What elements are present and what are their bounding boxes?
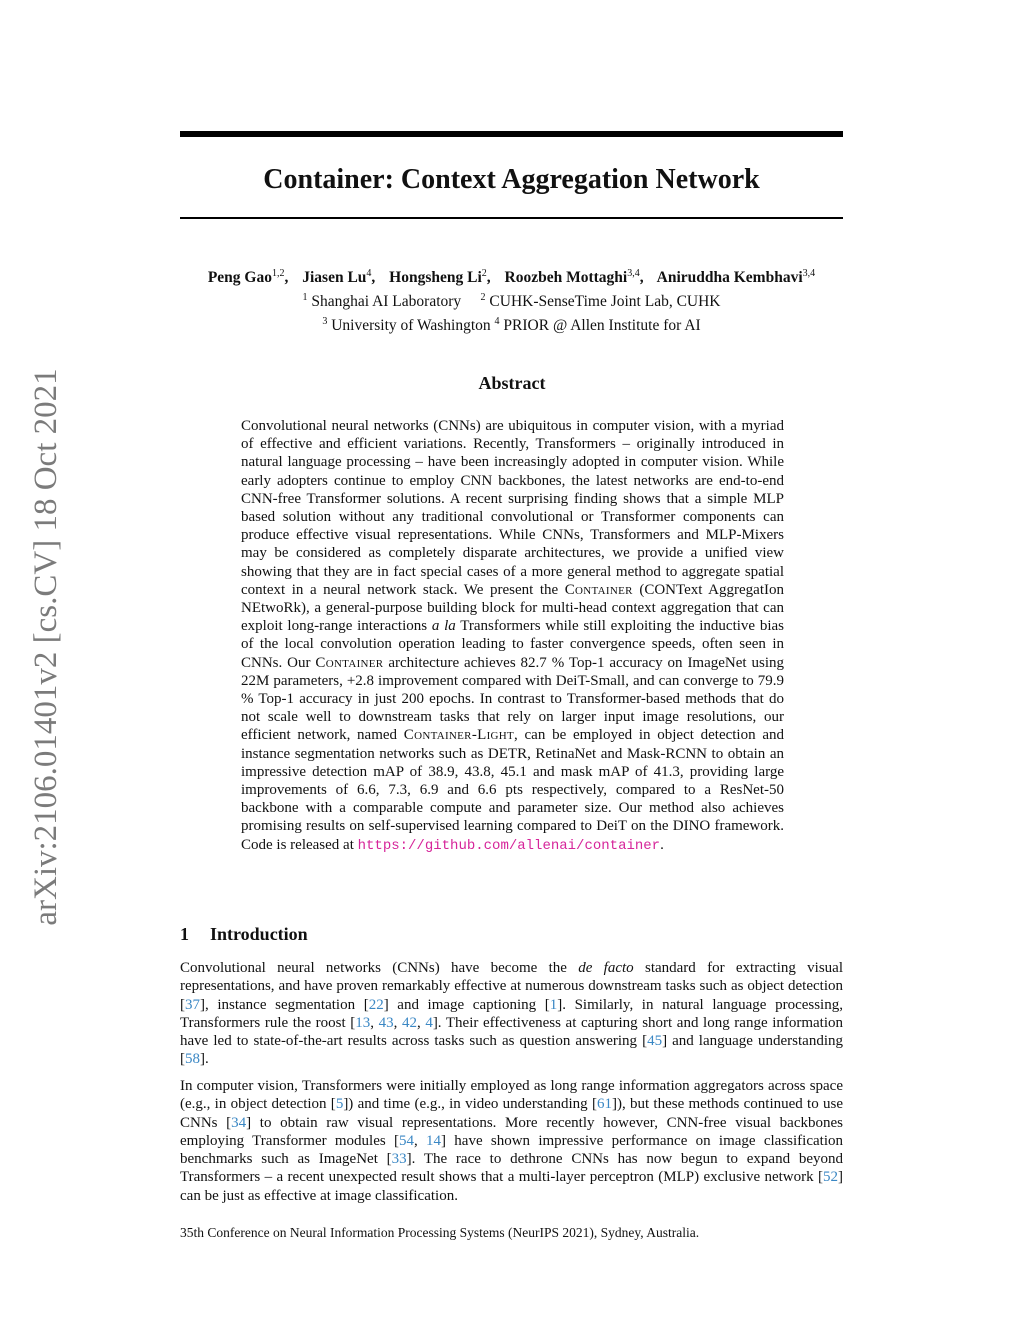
- arxiv-stamp: arXiv:2106.01401v2 [cs.CV] 18 Oct 2021: [28, 368, 64, 926]
- citation-link[interactable]: 5: [335, 1096, 344, 1113]
- author: Jiasen Lu$^4$,: [302, 268, 376, 287]
- citation-link[interactable]: 13: [355, 1014, 371, 1031]
- author-list: [150, 264, 873, 288]
- title-rule-top: [180, 131, 843, 137]
- citation-link[interactable]: 45: [647, 1033, 663, 1050]
- code-link[interactable]: https://github.com/allenai/container: [357, 837, 661, 854]
- author: Roozbeh Mottaghi$^{3,4}$,: [504, 268, 644, 287]
- paper-title: Container: Context Aggregation Network: [263, 164, 760, 195]
- abstract-heading: Abstract: [478, 373, 546, 393]
- intro-paragraph-1: Convolutional neural networks (CNNs) have become the de facto standard for extracting visual representations, and have proven remarkably effective at numerous downstream tasks such as object detection [37], instance segmentation [22] and image captioning [1]. Similarly, in natural language processing, Transformers rule the roost [13, 43, 42, 4]. Their effectiveness at capturing short and long range information have led to state-of-the-art results across tasks such as question answering [45] and language understanding [58].: [180, 960, 844, 1068]
- abstract-text: Convolutional neural networks (CNNs) are ubiquitous in computer vision, with a myriad of effective and efficient variations. Recently, Transformers – originally introduced in natural language processing – have been increasingly adopted in computer vision. While early adopters continue to employ CNN backbones, the latest networks are end-to-end CNN-free Transformer solutions. A recent surprising finding shows that a simple MLP based solution without any traditional convolutional or Transformer components can produce effective visual representations. While CNNs, Transformers and MLP-Mixers may be considered as completely disparate architectures, we provide a unified view showing that they are in fact special cases of a more general method to aggregate spatial context in a neural network stack. We present the Container (CONText AggregatIon NEtwoRk), a general-purpose building block for multi-head context aggregation that can exploit long-range interactions a la Transformers while still exploiting the inductive bias of the local convolution operation leading to faster convergence speeds, often seen in CNNs. Our Container architecture achieves 82.7 % Top-1 accuracy on ImageNet using 22M parameters, +2.8 improvement compared with DeiT-Small, and can converge to 79.9 % Top-1 accuracy in just 200 epochs. In contrast to Transformer-based methods that do not scale well to downstream tasks that rely on larger input image resolutions, our efficient network, named Container-Light, can be employed in object detection and instance segmentation networks such as DETR, RetinaNet and Mask-RCNN to obtain an impressive detection mAP of 38.9, 43.8, 45.1 and mask mAP of 41.3, providing large improvements of 6.6, 7.3, 6.9 and 6.6 pts respectively, compared to a ResNet-50 backbone with a comparable compute and parameter size. Our method also achieves promising results on self-supervised learning compared to DeiT on the DINO framework. Code is released at https://github.com/allenai/container.: [241, 418, 784, 854]
- affiliation-line-1: $^1$ Shanghai AI Laboratory $^2$ CUHK-SenseTime Joint Lab, CUHK: [302, 292, 721, 311]
- citation-link[interactable]: 52: [823, 1169, 838, 1186]
- citation-link[interactable]: 58: [185, 1051, 200, 1068]
- citation-link[interactable]: 34: [231, 1114, 247, 1131]
- citation-link[interactable]: 33: [391, 1151, 407, 1168]
- intro-paragraph-2: In computer vision, Transformers were initially employed as long range information aggregators across space (e.g., in object detection [5]) and time (e.g., in video understanding [61]), but these methods continued to use CNNs [34] to obtain raw visual representations. More recently however, CNN-free visual backbones employing Transformer modules [54, 14] have shown impressive performance on image classification benchmarks such as ImageNet [33]. The race to dethrone CNNs has now begun to expand beyond Transformers – a recent unexpected result shows that a multi-layer perceptron (MLP) exclusive network [52] can be just as effective at image classification.: [180, 1078, 843, 1204]
- citation-link[interactable]: 42: [401, 1014, 417, 1031]
- citation-link[interactable]: 54: [398, 1132, 414, 1149]
- author: Peng Gao$^{1,2}$,: [207, 268, 289, 287]
- author-block: [150, 264, 873, 336]
- citation-link[interactable]: 1: [549, 996, 558, 1013]
- affiliation-line-2: $^3$ University of Washington $^4$ PRIOR @ Allen Institute for AI: [322, 316, 701, 335]
- author: Aniruddha Kembhavi$^{3,4}$: [656, 268, 816, 287]
- citation-link[interactable]: 14: [426, 1132, 442, 1149]
- title-rule-bottom: [180, 217, 843, 219]
- conference-footnote: 35th Conference on Neural Information Processing Systems (NeurIPS 2021), Sydney, Australia.: [180, 1225, 700, 1240]
- citation-link[interactable]: 61: [596, 1096, 612, 1113]
- section-heading-introduction: 1 Introduction: [180, 924, 308, 944]
- citation-link[interactable]: 22: [368, 996, 384, 1013]
- citation-link[interactable]: 37: [185, 996, 200, 1013]
- citation-link[interactable]: 43: [378, 1014, 394, 1031]
- citation-link[interactable]: 4: [425, 1014, 433, 1031]
- author: Hongsheng Li$^2$,: [389, 268, 491, 287]
